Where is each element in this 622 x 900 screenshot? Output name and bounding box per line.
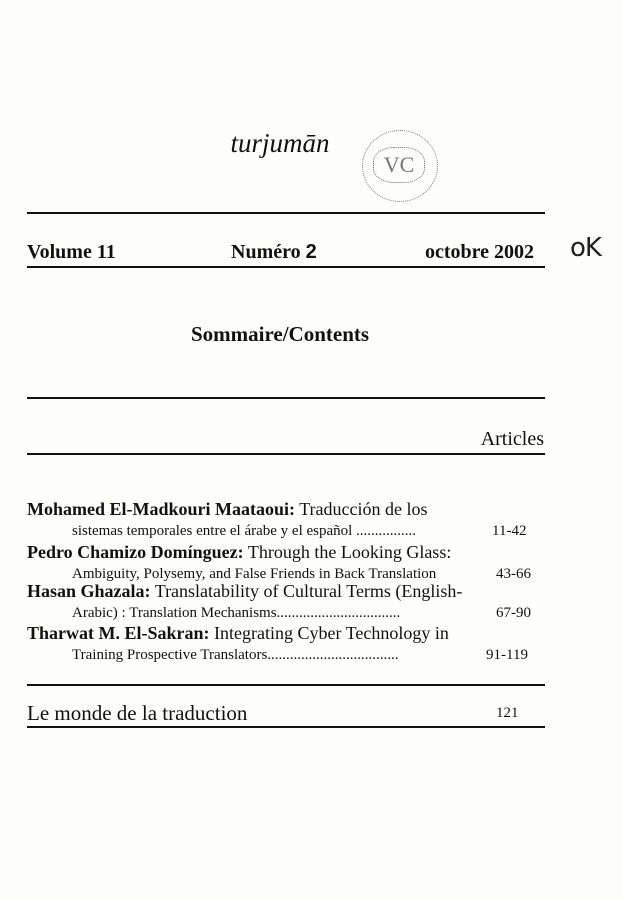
article-3-title-line1: Translatability of Cultural Terms (English- (154, 581, 463, 601)
article-1-author: Mohamed El-Madkouri Maataoui: (27, 499, 295, 519)
article-4-title-line1: Integrating Cyber Technology in (214, 623, 449, 643)
article-1-heading (27, 499, 428, 520)
contents-heading: Sommaire/Contents (190, 322, 370, 346)
article-4-pages: 91-119 (486, 647, 528, 663)
section-title: Le monde de la traduction (27, 701, 248, 725)
issue-number (231, 241, 317, 264)
contents-rule (27, 397, 545, 399)
article-2-heading (27, 542, 451, 563)
section-rule (27, 684, 545, 686)
numero-value: 2 (305, 241, 317, 263)
articles-heading: Articles (480, 428, 544, 450)
volume-label: Volume 11 (27, 241, 116, 263)
article-4-author: Tharwat M. El-Sakran: (27, 623, 210, 643)
handwritten-ok-note: oK (570, 233, 601, 263)
article-2-pages: 43-66 (496, 566, 531, 582)
article-2-title-line1: Through the Looking Glass: (247, 542, 452, 562)
articles-rule (27, 453, 545, 455)
journal-title: turjumān (230, 128, 330, 158)
article-3-author: Hasan Ghazala: (27, 581, 151, 601)
article-3-title-line2: Arabic) : Translation Mechanisms................................. (72, 605, 401, 621)
library-stamp (362, 130, 438, 202)
article-3-pages: 67-90 (496, 605, 531, 621)
article-4-title-line2: Training Prospective Translators................................... (72, 647, 399, 663)
article-1-title-line2: sistemas temporales entre el árabe y el español ................ (72, 523, 417, 539)
article-4-heading (27, 623, 449, 644)
article-1-title-line1: Traducción de los (299, 499, 428, 519)
top-rule (27, 212, 545, 214)
bottom-rule (27, 726, 545, 728)
article-3-heading (27, 581, 462, 602)
numero-label: Numéro (231, 241, 301, 263)
article-1-pages: 11-42 (492, 523, 527, 539)
issue-date: octobre 2002 (425, 241, 535, 263)
section-page: 121 (496, 705, 519, 721)
issue-underline (27, 266, 545, 268)
article-2-title-line2: Ambiguity, Polysemy, and False Friends in Back Translation (72, 566, 437, 582)
stamp-monogram: VC (373, 147, 425, 183)
article-2-author: Pedro Chamizo Domínguez: (27, 542, 244, 562)
